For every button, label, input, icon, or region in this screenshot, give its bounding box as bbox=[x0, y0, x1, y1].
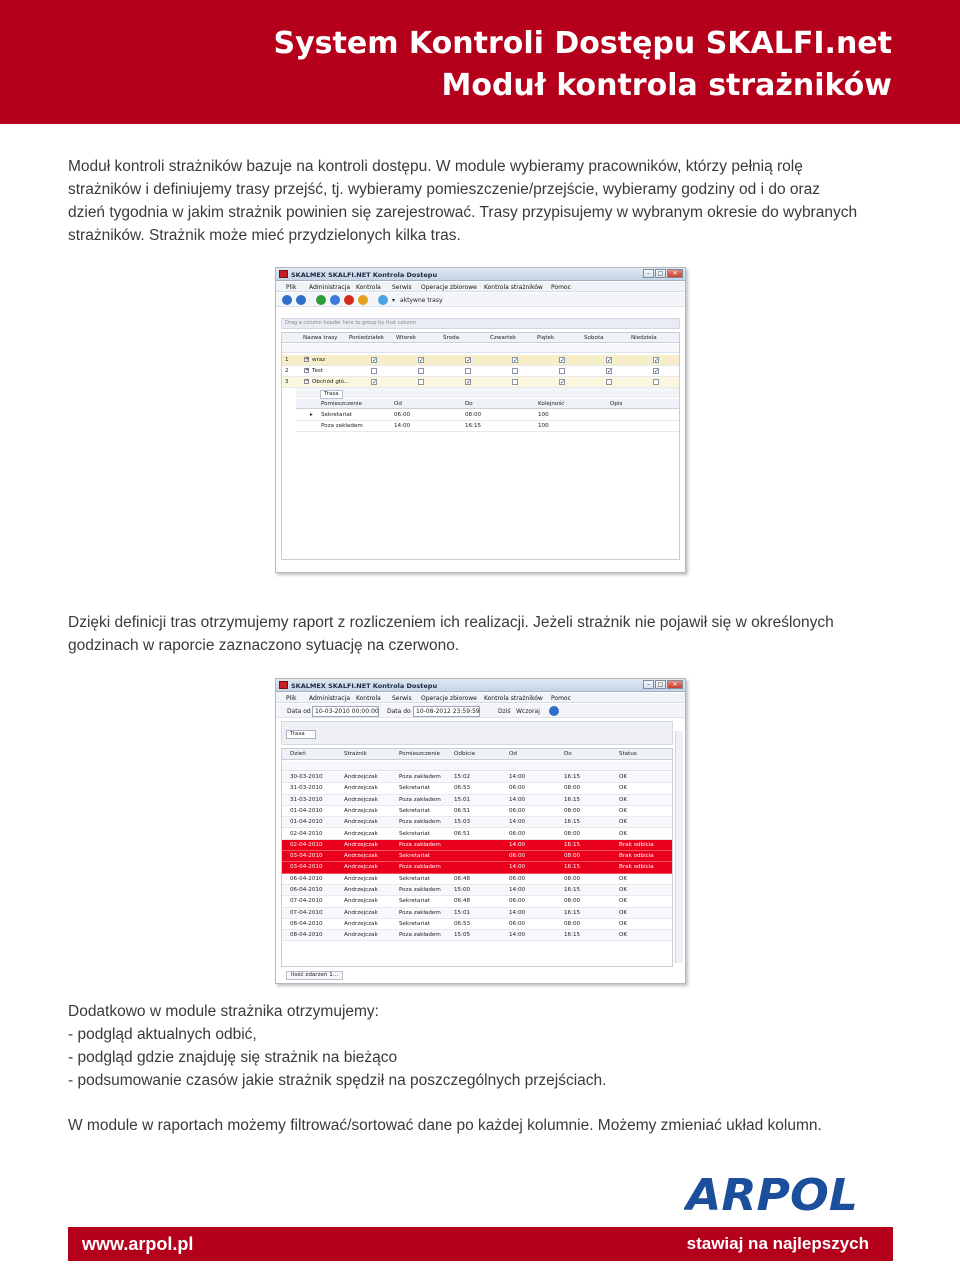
detail-cell: 08:00 bbox=[465, 412, 482, 418]
menu-item[interactable]: Kontrola strażników bbox=[484, 284, 543, 291]
report-cell: 08:00 bbox=[564, 898, 581, 905]
column-header[interactable]: Środa bbox=[443, 335, 460, 341]
group-panel bbox=[281, 318, 680, 329]
weekday-checkbox[interactable] bbox=[371, 368, 377, 374]
group-chip-trasa[interactable]: Trasa bbox=[286, 730, 316, 739]
report-cell: Poza zakładem bbox=[399, 841, 441, 848]
maximize-icon[interactable]: □ bbox=[655, 269, 666, 278]
features-line: - podgląd gdzie znajduję się strażnik na bieżąco bbox=[68, 1049, 398, 1066]
report-cell: 15:01 bbox=[454, 796, 471, 803]
report-cell: 06-04-2010 bbox=[290, 875, 323, 882]
route-row[interactable] bbox=[282, 355, 679, 366]
app-icon bbox=[279, 270, 288, 278]
menu-item[interactable]: Serwis bbox=[392, 284, 412, 291]
report-row[interactable] bbox=[282, 795, 672, 806]
delete-icon[interactable] bbox=[344, 295, 354, 305]
app-icon bbox=[279, 681, 288, 689]
detail-tab[interactable]: Trasa bbox=[320, 390, 343, 399]
row-number: 1 bbox=[285, 357, 289, 363]
scrollbar[interactable] bbox=[675, 731, 683, 963]
features-line: Dodatkowo w module strażnika otrzymujemy: bbox=[68, 1003, 379, 1020]
date-from-label: Data od bbox=[287, 708, 311, 715]
report-cell: OK bbox=[619, 807, 628, 814]
grid-header bbox=[282, 749, 672, 760]
report-cell: Andrzejczak bbox=[344, 807, 378, 814]
report-cell: 07-04-2010 bbox=[290, 909, 323, 916]
active-routes-filter[interactable]: aktywne trasy bbox=[400, 297, 443, 304]
report-cell: Andrzejczak bbox=[344, 819, 378, 826]
closing-paragraph bbox=[68, 1114, 893, 1137]
report-cell: Sekretariat bbox=[399, 920, 430, 927]
window-title: SKALMEX SKALFI.NET Kontrola Dostepu bbox=[291, 271, 438, 279]
detail-cell: Poza zakładem bbox=[321, 423, 363, 429]
report-cell: 02-04-2010 bbox=[290, 841, 323, 848]
report-cell: Andrzejczak bbox=[344, 909, 378, 916]
report-cell: 02-04-2010 bbox=[290, 830, 323, 837]
weekday-checkbox[interactable]: ✓ bbox=[654, 357, 660, 364]
expand-icon[interactable]: + bbox=[305, 367, 310, 373]
report-cell: 14:00 bbox=[509, 887, 526, 893]
maximize-icon[interactable]: □ bbox=[655, 680, 666, 689]
missed-row[interactable] bbox=[282, 851, 672, 862]
menu-item[interactable]: Pomoc bbox=[551, 284, 571, 291]
report-cell: Andrzejczak bbox=[344, 774, 378, 780]
report-row[interactable] bbox=[282, 783, 672, 794]
menu-item[interactable]: Pomoc bbox=[551, 695, 571, 702]
report-cell: OK bbox=[619, 887, 628, 893]
weekday-checkbox[interactable] bbox=[418, 379, 424, 385]
report-cell: Poza zakładem bbox=[399, 909, 441, 916]
detail-cell: 14:00 bbox=[394, 423, 411, 429]
features-paragraph bbox=[68, 1000, 893, 1092]
report-cell: 14:00 bbox=[509, 819, 526, 826]
back-icon[interactable] bbox=[282, 295, 292, 305]
search-icon[interactable] bbox=[549, 706, 559, 716]
report-cell: 14:00 bbox=[509, 864, 526, 871]
report-row[interactable] bbox=[282, 896, 672, 907]
detail-column-header[interactable]: Kolejność bbox=[538, 401, 565, 407]
column-header[interactable]: Odbicie bbox=[454, 751, 476, 757]
weekday-checkbox[interactable]: ✓ bbox=[466, 379, 472, 386]
group-panel bbox=[281, 721, 673, 745]
report-cell: 16:15 bbox=[564, 796, 581, 803]
report-cell: 16:15 bbox=[564, 819, 581, 826]
report-cell: Andrzejczak bbox=[344, 853, 378, 860]
filter-dropdown-icon[interactable]: ▾ bbox=[392, 297, 396, 304]
detail-cell: 06:00 bbox=[394, 412, 411, 418]
minimize-icon[interactable]: – bbox=[643, 680, 654, 689]
report-row[interactable] bbox=[282, 874, 672, 885]
route-row[interactable] bbox=[282, 377, 679, 388]
route-name: Test bbox=[312, 368, 324, 374]
report-cell: 06:53 bbox=[454, 785, 471, 792]
expand-icon[interactable]: + bbox=[305, 356, 310, 362]
current-row-icon: ▸ bbox=[310, 412, 313, 418]
guard-report-screenshot bbox=[275, 678, 686, 984]
report-cell: Andrzejczak bbox=[344, 785, 378, 792]
weekday-checkbox[interactable] bbox=[606, 379, 612, 385]
detail-column-header[interactable]: Do bbox=[465, 401, 473, 407]
toolbar bbox=[276, 293, 685, 307]
window-titlebar bbox=[276, 268, 685, 281]
report-cell: Sekretariat bbox=[399, 785, 430, 792]
menu-item[interactable]: Plik bbox=[286, 695, 297, 702]
report-grid bbox=[281, 748, 673, 967]
route-name: wraz bbox=[312, 357, 326, 363]
weekday-checkbox[interactable] bbox=[512, 379, 518, 385]
report-cell: Poza zakładem bbox=[399, 864, 441, 871]
document-subtitle: Moduł kontrola strażników bbox=[441, 68, 892, 103]
report-row[interactable] bbox=[282, 829, 672, 840]
report-cell: 06:51 bbox=[454, 830, 471, 837]
window-controls bbox=[643, 680, 683, 689]
report-cell: 06-04-2010 bbox=[290, 887, 323, 893]
report-cell: Brak odbicia bbox=[619, 841, 654, 848]
report-cell: OK bbox=[619, 909, 628, 916]
weekday-checkbox[interactable]: ✓ bbox=[560, 357, 566, 364]
arpol-logo bbox=[684, 1170, 862, 1223]
report-cell: 06:00 bbox=[509, 785, 526, 792]
route-name: Obchód głó... bbox=[312, 379, 350, 385]
weekday-checkbox[interactable]: ✓ bbox=[560, 379, 566, 386]
report-row[interactable] bbox=[282, 817, 672, 828]
weekday-checkbox[interactable] bbox=[465, 368, 471, 374]
report-cell: OK bbox=[619, 774, 628, 780]
weekday-checkbox[interactable]: ✓ bbox=[607, 357, 613, 364]
close-icon[interactable]: ✕ bbox=[667, 680, 683, 689]
header-banner bbox=[0, 0, 960, 124]
window-title: SKALMEX SKALFI.NET Kontrola Dostepu bbox=[291, 682, 438, 690]
report-cell: 15:03 bbox=[454, 819, 471, 826]
filter-icon[interactable] bbox=[378, 295, 388, 305]
report-cell: 06:51 bbox=[454, 807, 471, 814]
report-cell: Poza zakładem bbox=[399, 796, 441, 803]
report-cell: 14:00 bbox=[509, 796, 526, 803]
report-cell: OK bbox=[619, 898, 628, 905]
weekday-checkbox[interactable]: ✓ bbox=[466, 357, 472, 364]
column-header[interactable]: Dzień bbox=[290, 751, 306, 757]
report-cell: 15:05 bbox=[454, 932, 471, 939]
route-definition-screenshot bbox=[275, 267, 686, 573]
filter-row[interactable] bbox=[282, 344, 679, 353]
grid-header bbox=[282, 333, 679, 343]
menu-item[interactable]: Kontrola strażników bbox=[484, 695, 543, 702]
column-header[interactable]: Piątek bbox=[537, 335, 555, 341]
report-cell: 03-04-2010 bbox=[290, 864, 323, 871]
edit-icon[interactable] bbox=[330, 295, 340, 305]
report-row[interactable] bbox=[282, 885, 672, 896]
column-header[interactable]: Od bbox=[509, 751, 517, 757]
report-cell: Sekretariat bbox=[399, 898, 430, 905]
report-line: Dzięki definicji tras otrzymujemy raport z rozliczeniem ich realizacji. Jeżeli strażnik nie pojawił się w określonych bbox=[68, 614, 834, 631]
report-cell: 08:00 bbox=[564, 807, 581, 814]
expand-icon[interactable]: − bbox=[305, 378, 310, 384]
weekday-checkbox[interactable] bbox=[653, 379, 659, 385]
column-header[interactable]: Pomieszczenie bbox=[399, 751, 440, 757]
detail-cell: Sekretariat bbox=[321, 412, 352, 418]
report-cell: Andrzejczak bbox=[344, 796, 378, 803]
report-cell: 31-03-2010 bbox=[290, 796, 323, 803]
missed-row[interactable] bbox=[282, 840, 672, 851]
column-header[interactable]: Czwartek bbox=[490, 335, 517, 341]
report-cell: 30-03-2010 bbox=[290, 774, 323, 780]
report-cell: Poza zakładem bbox=[399, 932, 441, 939]
report-cell: 15:02 bbox=[454, 774, 471, 780]
window-controls bbox=[643, 269, 683, 278]
report-line: godzinach w raporcie zaznaczono sytuację na czerwono. bbox=[68, 637, 460, 654]
report-cell: 08:00 bbox=[564, 875, 581, 882]
report-cell: 14:00 bbox=[509, 932, 526, 939]
missed-row[interactable] bbox=[282, 862, 672, 873]
summary-chip: Ilość zdarzeń 1... bbox=[286, 971, 343, 980]
date-from-input[interactable]: 10-03-2010 00:00:00 bbox=[312, 706, 379, 717]
report-cell: 15:00 bbox=[454, 887, 471, 893]
report-cell: 07-04-2010 bbox=[290, 898, 323, 905]
report-cell: 06:53 bbox=[454, 920, 471, 927]
forward-icon[interactable] bbox=[296, 295, 306, 305]
yesterday-button[interactable]: Wczoraj bbox=[516, 708, 540, 715]
detail-column-header[interactable]: Od bbox=[394, 401, 402, 407]
weekday-checkbox[interactable] bbox=[559, 368, 565, 374]
window-titlebar bbox=[276, 679, 685, 692]
report-cell: Andrzejczak bbox=[344, 920, 378, 927]
report-cell: Poza zakładem bbox=[399, 774, 441, 780]
route-row[interactable] bbox=[282, 366, 679, 377]
column-header[interactable]: Wtorek bbox=[396, 335, 417, 341]
report-cell: Brak odbicia bbox=[619, 853, 654, 860]
date-to-input[interactable]: 10-08-2012 23:59:59 bbox=[413, 706, 480, 717]
close-icon[interactable]: ✕ bbox=[667, 269, 683, 278]
menu-bar bbox=[276, 693, 685, 703]
weekday-checkbox[interactable]: ✓ bbox=[372, 357, 378, 364]
date-to-label: Data do bbox=[387, 708, 411, 715]
report-cell: Sekretariat bbox=[399, 875, 430, 882]
report-row[interactable] bbox=[282, 930, 672, 941]
report-cell: 06:48 bbox=[454, 875, 471, 882]
report-cell: 08-04-2010 bbox=[290, 932, 323, 939]
document-title: System Kontroli Dostępu SKALFI.net bbox=[273, 26, 892, 61]
date-toolbar bbox=[276, 704, 685, 718]
report-cell: 14:00 bbox=[509, 909, 526, 916]
menu-bar bbox=[276, 282, 685, 292]
report-paragraph bbox=[68, 611, 893, 657]
column-header[interactable]: Sobota bbox=[584, 335, 604, 341]
filter-row[interactable] bbox=[282, 761, 672, 771]
report-row[interactable] bbox=[282, 908, 672, 919]
minimize-icon[interactable]: – bbox=[643, 269, 654, 278]
menu-item[interactable]: Operacje zbiorowe bbox=[421, 284, 477, 291]
report-cell: Andrzejczak bbox=[344, 932, 378, 939]
report-cell: Sekretariat bbox=[399, 830, 430, 837]
report-cell: OK bbox=[619, 819, 628, 826]
report-cell: Sekretariat bbox=[399, 807, 430, 814]
weekday-checkbox[interactable] bbox=[512, 368, 518, 374]
report-row[interactable] bbox=[282, 772, 672, 783]
detail-column-header[interactable]: Pomieszczenie bbox=[321, 401, 362, 407]
report-cell: 31-03-2010 bbox=[290, 785, 323, 792]
report-cell: Sekretariat bbox=[399, 853, 430, 860]
report-cell: 06:00 bbox=[509, 853, 526, 860]
report-cell: Andrzejczak bbox=[344, 887, 378, 893]
report-cell: 08-04-2010 bbox=[290, 920, 323, 927]
column-header[interactable]: Strażnik bbox=[344, 751, 367, 757]
arpol-logo-icon bbox=[684, 1170, 862, 1218]
column-header[interactable]: Poniedziałek bbox=[349, 335, 384, 341]
report-cell: 16:15 bbox=[564, 841, 581, 848]
column-header[interactable]: Do bbox=[564, 751, 572, 757]
menu-item[interactable]: Administracja bbox=[309, 284, 351, 291]
report-cell: OK bbox=[619, 920, 628, 927]
menu-item[interactable]: Kontrola bbox=[356, 284, 381, 291]
report-cell: OK bbox=[619, 875, 628, 882]
logo-wordmark: ARPOL bbox=[684, 1170, 858, 1218]
weekday-checkbox[interactable]: ✓ bbox=[607, 368, 613, 375]
report-cell: 01-04-2010 bbox=[290, 819, 323, 826]
report-cell: OK bbox=[619, 785, 628, 792]
report-cell: 14:00 bbox=[509, 841, 526, 848]
detail-column-header[interactable]: Opis bbox=[610, 401, 623, 407]
report-cell: Andrzejczak bbox=[344, 898, 378, 905]
refresh-icon[interactable] bbox=[358, 295, 368, 305]
report-cell: OK bbox=[619, 796, 628, 803]
report-cell: 16:15 bbox=[564, 774, 581, 780]
report-cell: Andrzejczak bbox=[344, 841, 378, 848]
features-line: - podsumowanie czasów jakie strażnik spędził na poszczególnych przejściach. bbox=[68, 1072, 607, 1089]
report-cell: 01-04-2010 bbox=[290, 807, 323, 814]
detail-row[interactable] bbox=[296, 421, 679, 432]
weekday-checkbox[interactable]: ✓ bbox=[513, 357, 519, 364]
weekday-checkbox[interactable] bbox=[418, 368, 424, 374]
report-cell: 08:00 bbox=[564, 920, 581, 927]
report-cell: 06:00 bbox=[509, 875, 526, 882]
closing-line: W module w raportach możemy filtrować/sortować dane po każdej kolumnie. Możemy zmieniać układ kolumn. bbox=[68, 1117, 822, 1134]
report-cell: 06:00 bbox=[509, 898, 526, 905]
report-cell: OK bbox=[619, 830, 628, 837]
report-cell: Andrzejczak bbox=[344, 875, 378, 882]
row-number: 2 bbox=[285, 368, 289, 374]
menu-item[interactable]: Serwis bbox=[392, 695, 412, 702]
detail-cell: 100 bbox=[538, 423, 549, 429]
report-cell: OK bbox=[619, 932, 628, 939]
intro-line: strażników i definiujemy trasy przejść, tj. wybieramy pomieszczenie/przejście, wybieramy godziny od i do oraz bbox=[68, 181, 821, 198]
detail-cell: 16:15 bbox=[465, 423, 482, 429]
report-cell: Poza zakładem bbox=[399, 887, 441, 893]
report-cell: Andrzejczak bbox=[344, 864, 378, 871]
menu-item[interactable]: Kontrola bbox=[356, 695, 381, 702]
menu-item[interactable]: Administracja bbox=[309, 695, 351, 702]
weekday-checkbox[interactable]: ✓ bbox=[419, 357, 425, 364]
column-header[interactable]: Niedziela bbox=[631, 335, 657, 341]
report-cell: 08:00 bbox=[564, 785, 581, 792]
add-icon[interactable] bbox=[316, 295, 326, 305]
report-cell: 14:00 bbox=[509, 774, 526, 780]
row-number: 3 bbox=[285, 379, 289, 385]
slogan: stawiaj na najlepszych bbox=[686, 1234, 869, 1253]
intro-paragraph bbox=[68, 155, 893, 247]
report-cell: 06:00 bbox=[509, 807, 526, 814]
report-cell: 16:15 bbox=[564, 864, 581, 871]
report-cell: 06:00 bbox=[509, 830, 526, 837]
intro-line: dzień tygodnia w jakim strażnik powinien się zarejestrować. Trasy przypisujemy w wybranym okresie do wybranych bbox=[68, 204, 858, 221]
report-cell: 03-04-2010 bbox=[290, 853, 323, 860]
detail-tab-strip bbox=[296, 388, 679, 398]
report-cell: 06:48 bbox=[454, 898, 471, 905]
report-cell: Poza zakładem bbox=[399, 819, 441, 826]
intro-line: strażników. Strażnik może mieć przydzielonych kilka tras. bbox=[68, 227, 461, 244]
routes-grid bbox=[281, 332, 680, 560]
report-row[interactable] bbox=[282, 806, 672, 817]
report-cell: 06:00 bbox=[509, 920, 526, 927]
detail-row[interactable] bbox=[296, 410, 679, 421]
website-link[interactable]: www.arpol.pl bbox=[82, 1234, 194, 1254]
footer-bar bbox=[68, 1227, 893, 1261]
report-cell: 15:01 bbox=[454, 909, 471, 916]
column-header[interactable]: Status bbox=[619, 751, 637, 757]
report-cell: 16:15 bbox=[564, 909, 581, 916]
intro-line: Moduł kontroli strażników bazuje na kontroli dostępu. W module wybieramy pracowników, którzy pełnią rolę bbox=[68, 158, 803, 175]
report-cell: 08:00 bbox=[564, 853, 581, 860]
report-cell: 16:15 bbox=[564, 887, 581, 893]
report-cell: Andrzejczak bbox=[344, 830, 378, 837]
group-hint: Drag a column header here to group by that column bbox=[285, 320, 417, 326]
menu-item[interactable]: Plik bbox=[286, 284, 297, 291]
report-cell: 08:00 bbox=[564, 830, 581, 837]
weekday-checkbox[interactable]: ✓ bbox=[654, 368, 660, 375]
report-cell: Brak odbicia bbox=[619, 864, 654, 871]
today-button[interactable]: Dziś bbox=[498, 708, 511, 715]
report-cell: 16:15 bbox=[564, 932, 581, 939]
column-header[interactable]: Nazwa trasy bbox=[303, 335, 338, 341]
report-row[interactable] bbox=[282, 919, 672, 930]
features-line: - podgląd aktualnych odbić, bbox=[68, 1026, 257, 1043]
detail-cell: 100 bbox=[538, 412, 549, 418]
weekday-checkbox[interactable]: ✓ bbox=[372, 379, 378, 386]
detail-header bbox=[296, 399, 679, 409]
menu-item[interactable]: Operacje zbiorowe bbox=[421, 695, 477, 702]
